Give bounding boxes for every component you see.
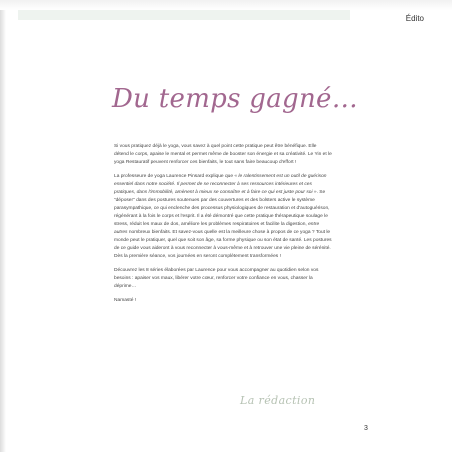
signature: La rédaction	[240, 394, 316, 407]
quote-follow: ». Se “déposer” dans des postures soutenues par des couvertures et des bolsters active le système parasympathique, ce qui enclenche des processus physiologiques de restauration et d'autoguérison, régénérant à la fois le corps et l'esprit. Il a été démontré que cette pratique thérapeutique soulage le stress, réduit les maux de dos, améliore les problèmes respiratoires et facilite la digestion,	[114, 190, 330, 227]
paragraph-closing: Namasté !	[114, 298, 137, 303]
quote-text: le ralentissement est un outil de guérison essentiel dans notre société. Il permet de se reconnecter à ses ressources intérieures et ces pratiques, dans l'immobilité, amènent à mieux se connaître et à faire ce qui est juste pour soi	[114, 174, 327, 195]
paragraph-quote	[114, 173, 332, 261]
paragraph-series: Découvrez les 8 séries élaborées par Laurence pour vous accompagner au quotidien selon vos besoins : apaiser vos maux, libérer votre cœur, renforcer votre confiance en vous, chasser la déprime…	[114, 268, 319, 289]
article-body	[114, 143, 332, 311]
quote-end: nombreux bienfaits. Et savez-vous quelle est la meilleure chose à propos de ce yoga ? Tout le monde peut le pratiquer, quel que soit son âge, sa forme physique ou son état de santé. Les postures de ce guide vous aideront à vous reconnecter à vous-même et à retrouver une vie pleine de sérénité. Dès la première séance, vos journées en seront complètement transformées !	[114, 230, 332, 259]
paragraph-intro: Si vous pratiquez déjà le yoga, vous savez à quel point cette pratique peut être bénéfique. Elle détend le corps, apaise le mental et permet même de booster son énergie et sa créativité. Le Yin et le yoga Restauratif peuvent renforcer ces bienfaits, le tout sans faire beaucoup d'effort !	[114, 144, 332, 165]
page-edge-shadow	[0, 0, 6, 452]
emphasis-entre-autres: entre autres	[114, 222, 320, 235]
quote-lead: La professeure de yoga Laurence Pinsard explique que «	[114, 174, 239, 179]
section-label: Édito	[405, 14, 424, 23]
page-top-band	[0, 0, 452, 10]
page-number: 3	[364, 425, 368, 432]
page-title: Du temps gagné…	[112, 84, 359, 114]
header-strip	[18, 10, 350, 20]
